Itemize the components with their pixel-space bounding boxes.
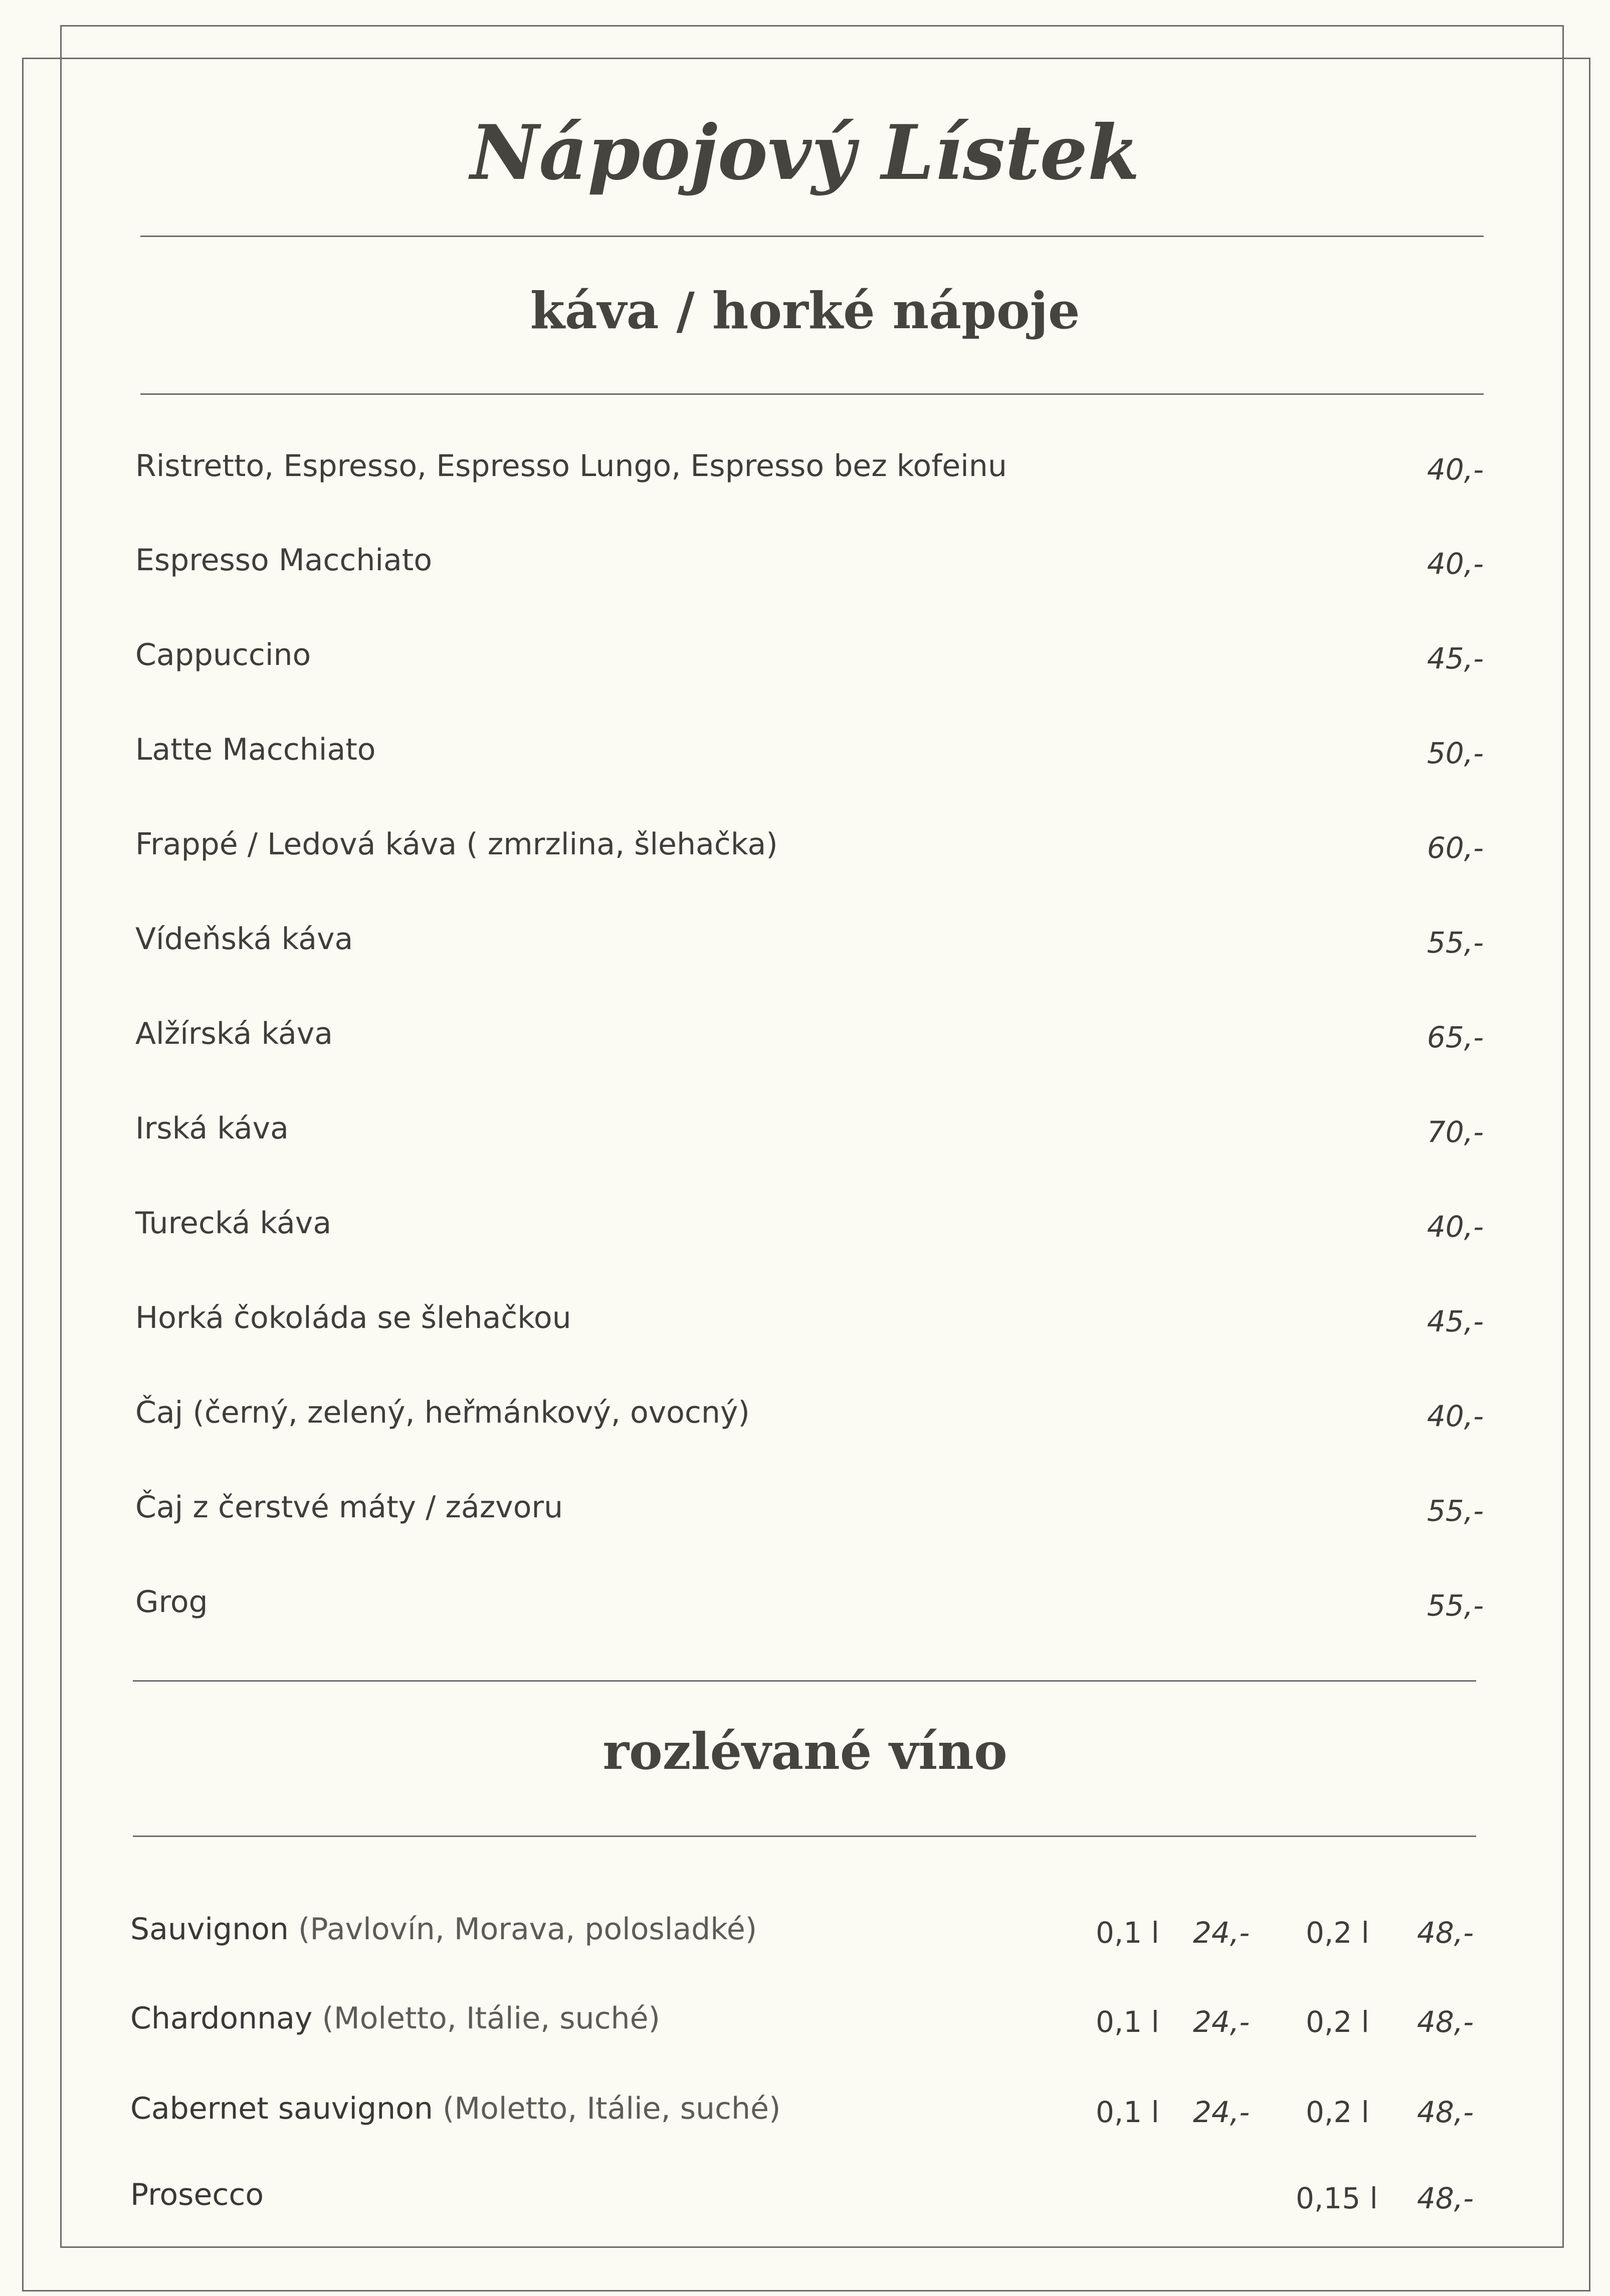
menu-item: [135, 1579, 1484, 1630]
wine-name: Chardonnay: [130, 2001, 313, 2036]
item-name: Čaj (černý, zelený, heřmánkový, ovocný): [135, 1395, 750, 1430]
item-price: 70,-: [1427, 1115, 1484, 1149]
menu-item: [135, 1390, 1484, 1440]
wine-volume-large: 0,2 l: [1306, 1916, 1369, 1950]
wine-volume-small: 0,1 l: [1096, 2095, 1159, 2129]
wine-description: (Pavlovín, Morava, polosladké): [298, 1912, 757, 1947]
item-name: Ristretto, Espresso, Espresso Lungo, Espresso bez kofeinu: [135, 448, 1007, 484]
wine-price-large: 48,-: [1417, 2181, 1474, 2215]
wine-price-large: 48,-: [1417, 2005, 1474, 2039]
wine-item: [130, 2172, 1474, 2222]
item-price: 55,-: [1427, 1588, 1484, 1623]
menu-title: Nápojový Lístek: [470, 109, 1140, 197]
wine-volume-large: 0,2 l: [1306, 2095, 1369, 2129]
wine-price-small: 24,-: [1193, 2005, 1250, 2039]
wine-description: (Moletto, Itálie, suché): [322, 2001, 660, 2036]
wine-name: Cabernet sauvignon: [130, 2091, 433, 2126]
item-name: Čaj z čerstvé máty / zázvoru: [135, 1490, 563, 1525]
item-price: 40,-: [1427, 1210, 1484, 1244]
menu-item: [135, 822, 1484, 872]
item-price: 40,-: [1427, 452, 1484, 487]
item-name: Horká čokoláda se šlehačkou: [135, 1300, 571, 1335]
item-price: 50,-: [1427, 736, 1484, 770]
item-name: Irská káva: [135, 1111, 289, 1146]
wine-price-large: 48,-: [1417, 2095, 1474, 2129]
item-price: 45,-: [1427, 641, 1484, 675]
wine-volume-large: 0,2 l: [1306, 2005, 1369, 2039]
item-price: 45,-: [1427, 1304, 1484, 1338]
menu-item: [135, 1201, 1484, 1251]
item-name: Grog: [135, 1584, 208, 1620]
coffee-section-title: káva / horké nápoje: [530, 281, 1080, 340]
menu-item: [135, 916, 1484, 967]
menu-item: [135, 1485, 1484, 1535]
wine-volume-large: 0,15 l: [1296, 2181, 1378, 2215]
wine-label: [130, 2091, 780, 2126]
item-price: 55,-: [1427, 1494, 1484, 1528]
menu-item: [135, 1011, 1484, 1061]
wine-volume-small: 0,1 l: [1096, 2005, 1159, 2039]
wine-label: [130, 1912, 757, 1947]
wine-label: [130, 2177, 264, 2212]
menu-item: [135, 1295, 1484, 1345]
wine-description: (Moletto, Itálie, suché): [442, 2091, 781, 2126]
wine-price-small: 24,-: [1193, 1916, 1250, 1950]
item-price: 55,-: [1427, 926, 1484, 960]
wine-item: [130, 1907, 1474, 1957]
item-name: Latte Macchiato: [135, 732, 376, 767]
wine-volume-small: 0,1 l: [1096, 1916, 1159, 1950]
wine-price-small: 24,-: [1193, 2095, 1250, 2129]
item-name: Espresso Macchiato: [135, 543, 433, 578]
wine-price-large: 48,-: [1417, 1916, 1474, 1950]
menu-item: [135, 632, 1484, 682]
item-name: Turecká káva: [135, 1206, 332, 1241]
wine-label: [130, 2001, 660, 2036]
menu-item: [135, 1106, 1484, 1156]
menu-item: [135, 538, 1484, 588]
item-price: 60,-: [1427, 831, 1484, 865]
menu-item: [135, 443, 1484, 494]
item-name: Cappuccino: [135, 637, 311, 672]
wine-name: Sauvignon: [130, 1912, 289, 1947]
menu-item: [135, 727, 1484, 777]
wine-top-divider: [133, 1680, 1476, 1682]
item-price: 40,-: [1427, 547, 1484, 581]
wine-section-title: rozlévané víno: [602, 1722, 1008, 1781]
wine-item: [130, 1996, 1474, 2046]
item-name: Alžírská káva: [135, 1016, 333, 1051]
item-price: 40,-: [1427, 1399, 1484, 1433]
title-divider: [140, 236, 1484, 237]
item-name: Vídeňská káva: [135, 922, 353, 957]
item-name: Frappé / Ledová káva ( zmrzlina, šlehačka): [135, 827, 778, 862]
item-price: 65,-: [1427, 1020, 1484, 1054]
wine-section-divider: [133, 1835, 1476, 1837]
coffee-section-divider: [140, 393, 1484, 395]
wine-name: Prosecco: [130, 2177, 264, 2212]
wine-item: [130, 2086, 1474, 2136]
